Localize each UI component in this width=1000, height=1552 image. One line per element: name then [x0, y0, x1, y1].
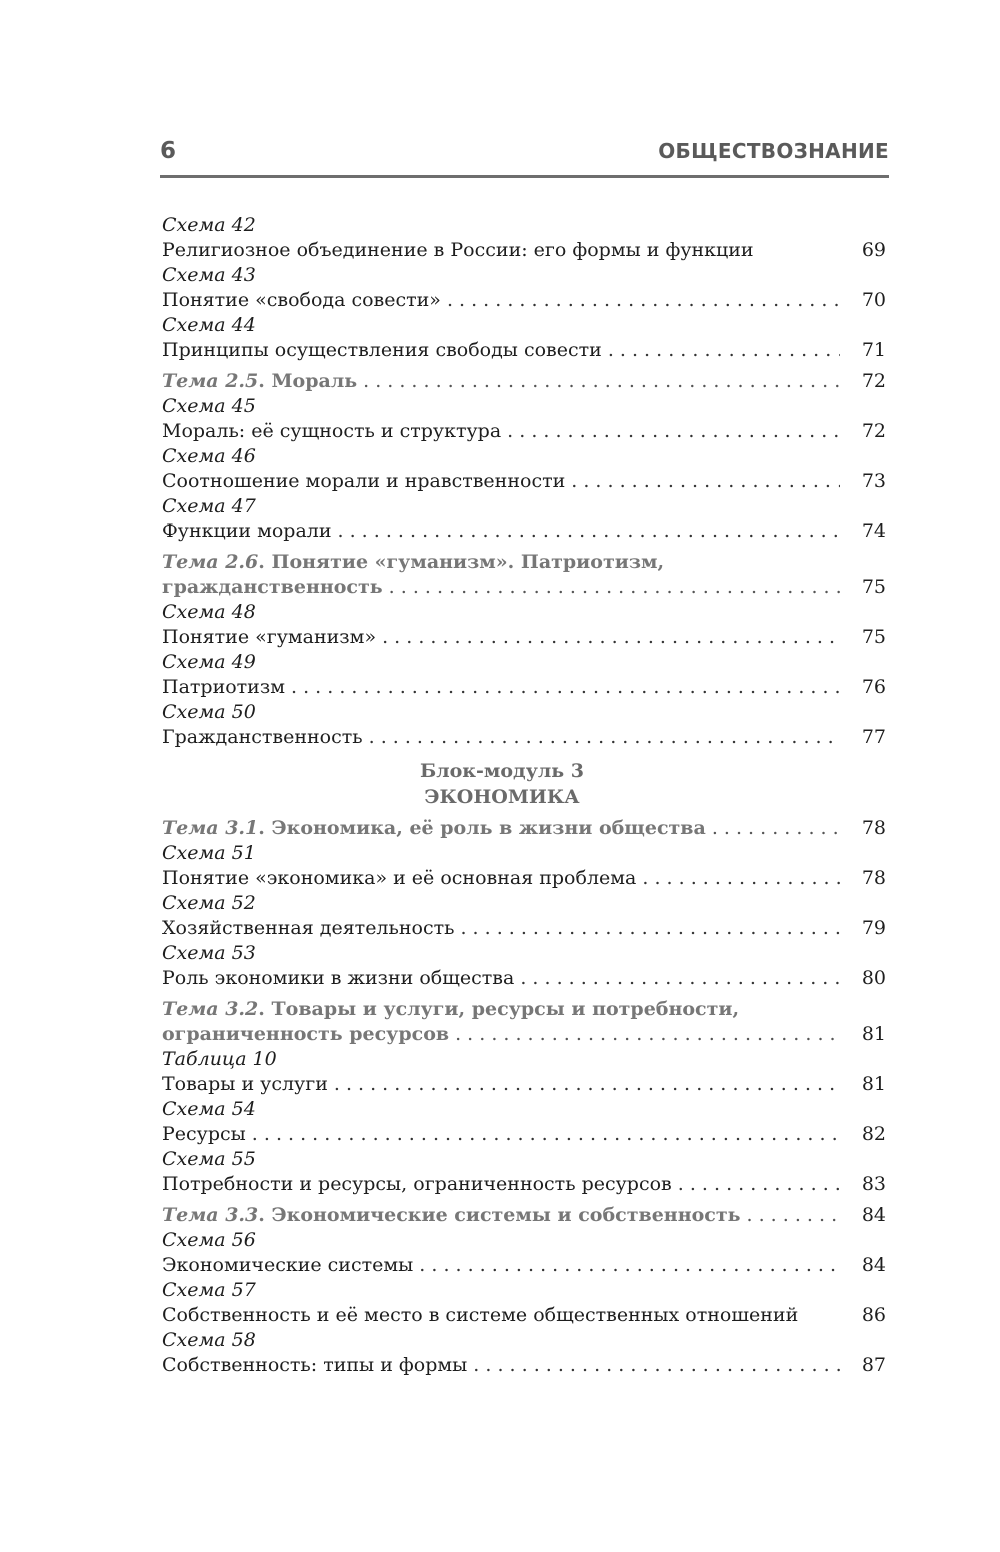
toc-entry-label: Схема 55 — [162, 1148, 256, 1170]
toc-page-number: 73 — [861, 470, 886, 492]
toc-entry — [162, 494, 886, 544]
toc-entry-line[interactable] — [162, 519, 886, 544]
toc-entry-title: Патриотизм — [162, 676, 285, 698]
toc-entry-title: Экономические системы — [162, 1254, 414, 1276]
block-module-label: Блок-модуль 3 — [419, 760, 585, 782]
toc-page-number: 72 — [861, 370, 886, 392]
toc-entry-label: Схема 45 — [162, 395, 256, 417]
dot-leader — [447, 288, 840, 313]
toc-page-number: 83 — [861, 1173, 886, 1195]
toc-topic-title — [162, 575, 383, 600]
running-title: ОБЩЕСТВОЗНАНИЕ — [658, 139, 889, 163]
toc-topic-label: Тема 2.5 — [162, 370, 259, 392]
toc-entry — [162, 1047, 886, 1097]
toc-entry-line[interactable] — [162, 625, 886, 650]
dot-leader — [369, 725, 840, 750]
toc-entry — [162, 1147, 886, 1197]
toc-page-number: 82 — [861, 1123, 886, 1145]
toc-entry-line[interactable] — [162, 1253, 886, 1278]
toc-entry-label: Схема 50 — [162, 701, 256, 723]
toc-entry-line[interactable] — [162, 1353, 886, 1378]
toc-page-number: 81 — [861, 1073, 886, 1095]
toc-page-number: 75 — [861, 576, 886, 598]
toc-page-number: 86 — [861, 1304, 886, 1326]
dot-leader — [389, 575, 840, 600]
dot-leader — [382, 625, 840, 650]
toc-entry-title: Принципы осуществления свободы совести — [162, 339, 602, 361]
toc-entry — [162, 263, 886, 313]
toc-entry — [162, 891, 886, 941]
toc-entry-title: Функции морали — [162, 520, 332, 542]
toc-entry-title: Собственность и её место в системе общественных отношений — [162, 1304, 799, 1326]
toc-page-number: 84 — [861, 1204, 886, 1226]
toc-entry-title: Товары и услуги — [162, 1073, 328, 1095]
toc-page-number: 80 — [861, 967, 886, 989]
toc-entry-title: Хозяйственная деятельность — [162, 917, 455, 939]
toc-page-number: 76 — [861, 676, 886, 698]
toc-page-number: 79 — [861, 917, 886, 939]
toc-topic-label: Тема 3.3 — [162, 1204, 259, 1226]
toc-page-number: 78 — [861, 867, 886, 889]
toc-topic-title — [162, 1022, 449, 1047]
toc-entry-label: Схема 48 — [162, 601, 256, 623]
toc-page-number: 84 — [861, 1254, 886, 1276]
block-module-title: ЭКОНОМИКА — [424, 786, 580, 808]
dot-leader — [473, 1353, 840, 1378]
toc-entry-title: Религиозное объединение в России: его формы и функции — [162, 239, 754, 261]
toc-page-number: 74 — [861, 520, 886, 542]
toc-topic-title: Тема 2.5. Мораль — [162, 370, 358, 392]
toc-entry — [162, 841, 886, 891]
toc-topic-text: гражданственность — [162, 576, 383, 598]
toc-entry-label: Схема 54 — [162, 1098, 256, 1120]
toc-topic-line[interactable] — [162, 816, 886, 841]
toc-topic — [162, 1203, 886, 1228]
header-rule — [160, 175, 889, 178]
toc-page-number: 72 — [861, 420, 886, 442]
toc-entry-title: Соотношение морали и нравственности — [162, 470, 566, 492]
toc-entry-label: Схема 42 — [162, 214, 256, 236]
dot-leader — [678, 1172, 840, 1197]
toc-entry-line[interactable] — [162, 1122, 886, 1147]
toc-page-number: 69 — [861, 239, 886, 261]
toc-topic-text: ограниченность ресурсов — [162, 1023, 450, 1045]
toc-page-number: 78 — [861, 817, 886, 839]
toc-entry — [162, 213, 886, 263]
toc-entry-line[interactable] — [162, 866, 886, 891]
toc-entry — [162, 394, 886, 444]
toc-topic-line[interactable] — [162, 550, 886, 575]
dot-leader — [334, 1072, 840, 1097]
toc-topic-title: Тема 3.1. Экономика, её роль в жизни общества — [162, 817, 706, 839]
toc-entry-title: Понятие «гуманизм» — [162, 626, 377, 648]
toc-entry-line[interactable] — [162, 419, 886, 444]
toc-entry — [162, 1097, 886, 1147]
toc-entry — [162, 444, 886, 494]
toc-entry-line[interactable] — [162, 916, 886, 941]
toc-entry-label: Схема 51 — [162, 842, 256, 864]
dot-leader — [608, 338, 840, 363]
toc-topic-title: Тема 2.6. Понятие «гуманизм». Патриотизм, — [162, 551, 665, 573]
dot-leader — [338, 519, 840, 544]
dot-leader — [712, 816, 840, 841]
toc-topic-line[interactable] — [162, 575, 886, 600]
toc-topic-text: Понятие «гуманизм». Патриотизм, — [271, 551, 665, 573]
toc-topic-text: Мораль — [271, 370, 358, 392]
page-number: 6 — [160, 138, 177, 164]
toc-topic — [162, 997, 886, 1047]
toc-topic-line[interactable] — [162, 369, 886, 394]
toc-entry-title: Понятие «свобода совести» — [162, 289, 441, 311]
toc-entry-title: Мораль: её сущность и структура — [162, 420, 502, 442]
toc-entry-line[interactable] — [162, 675, 886, 700]
toc-page-number: 71 — [861, 339, 886, 361]
table-of-contents — [162, 213, 886, 1378]
toc-entry-label: Схема 49 — [162, 651, 256, 673]
toc-entry-label: Схема 46 — [162, 445, 256, 467]
toc-entry-title: Собственность: типы и формы — [162, 1354, 468, 1376]
toc-page-number: 77 — [861, 726, 886, 748]
toc-entry-label: Схема 56 — [162, 1229, 256, 1251]
toc-topic-text: Товары и услуги, ресурсы и потребности, — [271, 998, 740, 1020]
toc-entry-title: Ресурсы — [162, 1123, 246, 1145]
toc-entry — [162, 1278, 886, 1328]
toc-entry-title: Потребности и ресурсы, ограниченность ресурсов — [162, 1173, 672, 1195]
dot-leader — [520, 966, 840, 991]
toc-page-number: 75 — [861, 626, 886, 648]
toc-entry-label: Таблица 10 — [162, 1048, 277, 1070]
toc-page-number: 87 — [861, 1354, 886, 1376]
toc-topic-title: Тема 3.3. Экономические системы и собственность — [162, 1204, 741, 1226]
toc-entry-label: Схема 53 — [162, 942, 256, 964]
toc-topic-line[interactable] — [162, 997, 886, 1022]
toc-topic-label: Тема 2.6 — [162, 551, 259, 573]
toc-topic-text: Экономические системы и собственность — [271, 1204, 741, 1226]
dot-leader — [252, 1122, 840, 1147]
toc-page-number: 70 — [861, 289, 886, 311]
dot-leader — [571, 469, 840, 494]
toc-topic-text: Экономика, её роль в жизни общества — [271, 817, 706, 839]
toc-entry-line[interactable] — [162, 288, 886, 313]
toc-topic — [162, 550, 886, 600]
toc-entry-line[interactable] — [162, 966, 886, 991]
toc-entry-title: Гражданственность — [162, 726, 363, 748]
toc-entry — [162, 313, 886, 363]
toc-entry — [162, 1328, 886, 1378]
toc-entry-line[interactable] — [162, 469, 886, 494]
toc-topic-label: Тема 3.1 — [162, 817, 259, 839]
dot-leader — [642, 866, 840, 891]
toc-topic — [162, 816, 886, 841]
toc-entry-line[interactable] — [162, 1303, 886, 1328]
dot-leader — [419, 1253, 840, 1278]
toc-topic-label: Тема 3.2 — [162, 998, 259, 1020]
toc-entry-label: Схема 43 — [162, 264, 256, 286]
toc-entry-title: Понятие «экономика» и её основная проблема — [162, 867, 637, 889]
toc-topic — [162, 369, 886, 394]
toc-entry-line[interactable] — [162, 1072, 886, 1097]
toc-entry-label: Схема 44 — [162, 314, 256, 336]
dot-leader — [455, 1022, 840, 1047]
toc-entry-label: Схема 57 — [162, 1279, 256, 1301]
toc-entry — [162, 941, 886, 991]
dot-leader — [507, 419, 840, 444]
dot-leader — [747, 1203, 840, 1228]
dot-leader — [460, 916, 840, 941]
toc-entry — [162, 700, 886, 750]
toc-entry-label: Схема 52 — [162, 892, 256, 914]
toc-topic-line[interactable] — [162, 1022, 886, 1047]
toc-entry — [162, 600, 886, 650]
dot-leader — [363, 369, 840, 394]
toc-entry-title: Роль экономики в жизни общества — [162, 967, 515, 989]
toc-topic-title: Тема 3.2. Товары и услуги, ресурсы и потребности, — [162, 998, 740, 1020]
toc-topic-line[interactable] — [162, 1203, 886, 1228]
toc-entry-line[interactable] — [162, 725, 886, 750]
toc-entry-line[interactable] — [162, 338, 886, 363]
toc-entry-label: Схема 47 — [162, 495, 256, 517]
toc-page-number: 81 — [861, 1023, 886, 1045]
toc-entry-line[interactable] — [162, 238, 886, 263]
toc-entry — [162, 1228, 886, 1278]
toc-entry — [162, 650, 886, 700]
toc-entry-line[interactable] — [162, 1172, 886, 1197]
dot-leader — [291, 675, 840, 700]
toc-entry-label: Схема 58 — [162, 1329, 256, 1351]
page-header — [160, 138, 889, 164]
